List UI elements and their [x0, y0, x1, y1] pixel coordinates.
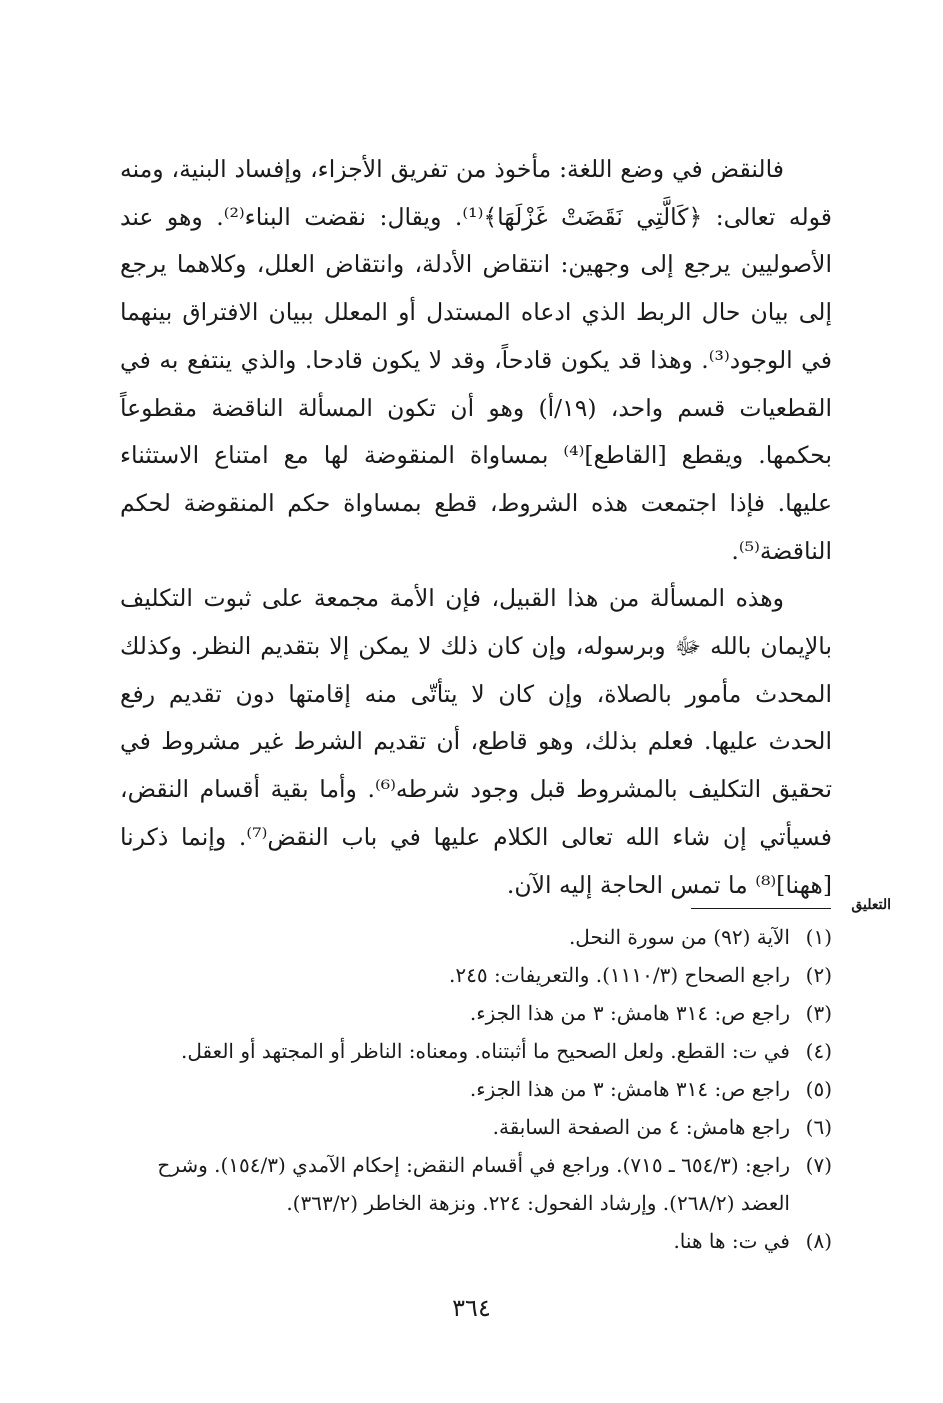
footnote-number: (٥) [805, 1077, 832, 1101]
main-text [120, 146, 832, 909]
paragraph: وهذه المسألة من هذا القبيل، فإن الأمة مجمعة على ثبوت التكليف بالإيمان بالله ﷻ وبرسوله، وإن كان ذلك لا يمكن إلا بتقديم النظر. وكذلك المحدث مأمور بالصلاة، وإن كان لا يتأتّى منه إقامتها دون تقديم رفع الحدث عليها. فعلم بذلك، وهو قاطع، أن تقديم الشرط غير مشروط في تحقيق التكليف بالمشروط قبل وجود شرطه⁽⁶⁾. وأما بقية أقسام النقض، فسيأتي إن شاء الله تعالى الكلام عليها في باب النقض⁽⁷⁾. وإنما ذكرنا [ههنا]⁽⁸⁾ ما تمس الحاجة إليه الآن. [120, 584, 832, 899]
footnote-text: راجع هامش: ٤ من الصفحة السابقة. [492, 1115, 790, 1139]
footnote-number: (٢) [805, 963, 832, 987]
footnote-text: في ت: القطع. ولعل الصحيح ما أثبتناه. ومعناه: الناظر أو المجتهد أو العقل. [181, 1039, 790, 1063]
footnote-text: راجع: (٦٥٤/٣ ـ ٧١٥). وراجع في أقسام النقض: إحكام الآمدي (١٥٤/٣). وشرح العضد (٢٦٨/٢). وإرشاد الفحول: ٢٢٤. ونزهة الخاطر (٣٦٣/٢). [157, 1153, 790, 1215]
footnote-text: راجع ص: ٣١٤ هامش: ٣ من هذا الجزء. [469, 1001, 790, 1025]
footnote-text: راجع ص: ٣١٤ هامش: ٣ من هذا الجزء. [469, 1077, 790, 1101]
footnote-item [110, 956, 832, 994]
footnote-item [110, 1108, 832, 1146]
footnote-item [110, 1070, 832, 1108]
footnotes-label: التعليق [851, 897, 891, 913]
footnote-item [110, 1222, 832, 1260]
footnote-item [110, 1032, 832, 1070]
footnote-number: (٣) [805, 1001, 832, 1025]
footnote-item [110, 918, 832, 956]
footnote-divider [691, 908, 831, 909]
footnote-item [110, 1146, 832, 1222]
paragraph: فالنقض في وضع اللغة: مأخوذ من تفريق الأجزاء، وإفساد البنية، ومنه قوله تعالى: ﴿كَالَّتِي نَقَضَتْ غَزْلَهَا﴾⁽¹⁾. ويقال: نقضت البناء⁽²⁾. وهو عند الأصوليين يرجع إلى وجهين: انتقاض الأدلة، وانتقاض العلل، وكلاهما يرجع إلى بيان حال الربط الذي ادعاه المستدل أو المعلل ببيان الافتراق بينهما في الوجود⁽³⁾. وهذا قد يكون قادحاً، وقد لا يكون قادحا. والذي ينتفع به في القطعيات قسم واحد، (١٩/أ) وهو أن تكون المسألة الناقضة مقطوعاً بحكمها. ويقطع [القاطع]⁽⁴⁾ بمساواة المنقوضة لها مع امتناع الاستثناء عليها. فإذا اجتمعت هذه الشروط، قطع بمساواة حكم المنقوضة لحكم الناقضة⁽⁵⁾. [120, 155, 833, 565]
footnote-text: راجع الصحاح (١١١٠/٣). والتعريفات: ٢٤٥. [449, 963, 790, 987]
footnote-text: الآية (٩٢) من سورة النحل. [568, 925, 790, 949]
footnotes-list [110, 918, 832, 1260]
footnote-number: (٤) [805, 1039, 832, 1063]
footnote-number: (٦) [805, 1115, 832, 1139]
footnote-text: في ت: ها هنا. [673, 1229, 790, 1253]
footnote-item [110, 994, 832, 1032]
page-number: ٣٦٤ [452, 1294, 491, 1322]
footnote-number: (٧) [805, 1153, 832, 1177]
footnote-number: (١) [805, 925, 832, 949]
footnote-number: (٨) [805, 1229, 832, 1253]
